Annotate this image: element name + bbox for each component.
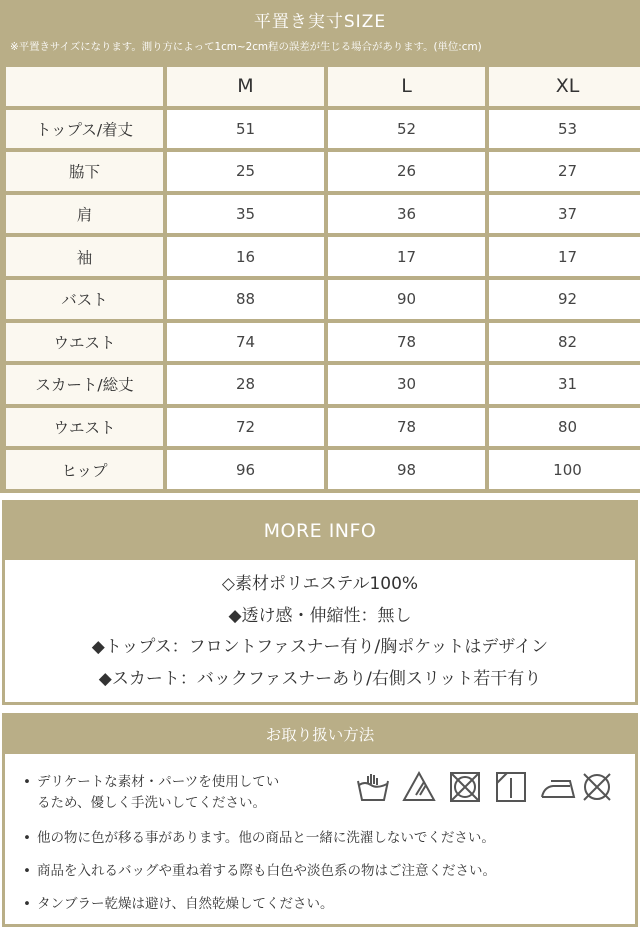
size-column-xl: XL xyxy=(489,67,640,106)
size-value-cell: 78 xyxy=(328,408,485,447)
more-info-lines xyxy=(5,560,635,695)
size-table-row xyxy=(6,110,640,149)
drip-dry-icon xyxy=(493,769,529,805)
care-item-color-transfer xyxy=(23,826,495,846)
size-value-cell: 28 xyxy=(167,365,324,404)
care-item-light-colors xyxy=(23,859,496,879)
size-row-label: ウエスト xyxy=(6,323,163,362)
more-info-material: ◇素材ポリエステル100% xyxy=(221,574,419,594)
size-table-row xyxy=(6,408,640,447)
size-table-row xyxy=(6,365,640,404)
more-info-box xyxy=(2,500,638,705)
size-value-cell: 37 xyxy=(489,195,640,234)
size-value-cell: 82 xyxy=(489,323,640,362)
size-value-cell: 74 xyxy=(167,323,324,362)
size-table-row xyxy=(6,323,640,362)
size-row-label: トップス/着丈 xyxy=(6,110,163,149)
size-note: ※平置きサイズになります。測り方によって1cm~2cm程の誤差が生じる場合があります。(単位:cm) xyxy=(10,41,482,53)
size-value-cell: 52 xyxy=(328,110,485,149)
size-value-cell: 100 xyxy=(489,450,640,489)
size-value-cell: 27 xyxy=(489,152,640,191)
care-item-delicate xyxy=(23,772,343,814)
more-info-skirt: ◆スカート：バックファスナーあり/右側スリット若干有り xyxy=(98,668,542,689)
care-item-drying-text: タンブラー乾燥は避け、自然乾燥してください。 xyxy=(37,896,334,912)
size-table-row xyxy=(6,195,640,234)
size-row-label: 脇下 xyxy=(6,152,163,191)
size-table-row xyxy=(6,280,640,319)
size-row-label: ヒップ xyxy=(6,450,163,489)
size-value-cell: 35 xyxy=(167,195,324,234)
size-value-cell: 36 xyxy=(328,195,485,234)
size-value-cell: 72 xyxy=(167,408,324,447)
size-value-cell: 17 xyxy=(489,237,640,276)
size-value-cell: 25 xyxy=(167,152,324,191)
size-value-cell: 88 xyxy=(167,280,324,319)
more-info-title: MORE INFO xyxy=(5,503,635,560)
size-value-cell: 51 xyxy=(167,110,324,149)
size-header xyxy=(0,0,640,60)
size-value-cell: 92 xyxy=(489,280,640,319)
size-table-row xyxy=(6,237,640,276)
size-value-cell: 30 xyxy=(328,365,485,404)
bullet: • xyxy=(23,896,31,912)
care-title: お取り扱い方法 xyxy=(5,716,635,754)
size-table-row xyxy=(6,450,640,489)
size-row-label: バスト xyxy=(6,280,163,319)
care-item-delicate-line2: るため、優しく手洗いしてください。 xyxy=(37,795,266,811)
care-item-light-colors-text: 商品を入れるバッグや重ね着する際も白色や淡色系の物はご注意ください。 xyxy=(37,863,496,879)
size-value-cell: 26 xyxy=(328,152,485,191)
size-value-cell: 31 xyxy=(489,365,640,404)
size-value-cell: 80 xyxy=(489,408,640,447)
size-table-row xyxy=(6,152,640,191)
care-box xyxy=(2,713,638,927)
no-dry-clean-icon xyxy=(579,769,615,805)
size-value-cell: 78 xyxy=(328,323,485,362)
size-table-header-row xyxy=(6,67,640,106)
care-item-drying xyxy=(23,892,333,912)
size-table-corner xyxy=(6,67,163,106)
care-item-color-transfer-text: 他の物に色が移る事があります。他の商品と一緒に洗濯しないでください。 xyxy=(37,830,495,846)
size-value-cell: 17 xyxy=(328,237,485,276)
size-column-m: M xyxy=(167,67,324,106)
size-title: 平置き実寸SIZE xyxy=(253,12,387,32)
size-row-label: 肩 xyxy=(6,195,163,234)
more-info-tops: ◆トップス：フロントファスナー有り/胸ポケットはデザイン xyxy=(91,637,549,657)
size-value-cell: 96 xyxy=(167,450,324,489)
size-value-cell: 53 xyxy=(489,110,640,149)
size-row-label: ウエスト xyxy=(6,408,163,447)
bullet: • xyxy=(23,774,31,790)
size-value-cell: 90 xyxy=(328,280,485,319)
size-value-cell: 16 xyxy=(167,237,324,276)
size-table xyxy=(2,63,640,493)
size-table-container xyxy=(0,60,640,493)
size-row-label: 袖 xyxy=(6,237,163,276)
care-item-delicate-line1: デリケートな素材・パーツを使用してい xyxy=(37,774,280,790)
no-tumble-dry-icon xyxy=(447,769,483,805)
size-column-l: L xyxy=(328,67,485,106)
more-info-transparency: ◆透け感・伸縮性：無し xyxy=(228,605,412,626)
bleach-allowed-icon xyxy=(401,769,437,805)
hand-wash-icon xyxy=(355,769,391,805)
size-row-label: スカート/総丈 xyxy=(6,365,163,404)
bullet: • xyxy=(23,863,31,879)
size-value-cell: 98 xyxy=(328,450,485,489)
iron-low-icon xyxy=(539,769,577,805)
care-icons xyxy=(355,769,615,809)
bullet: • xyxy=(23,830,31,846)
